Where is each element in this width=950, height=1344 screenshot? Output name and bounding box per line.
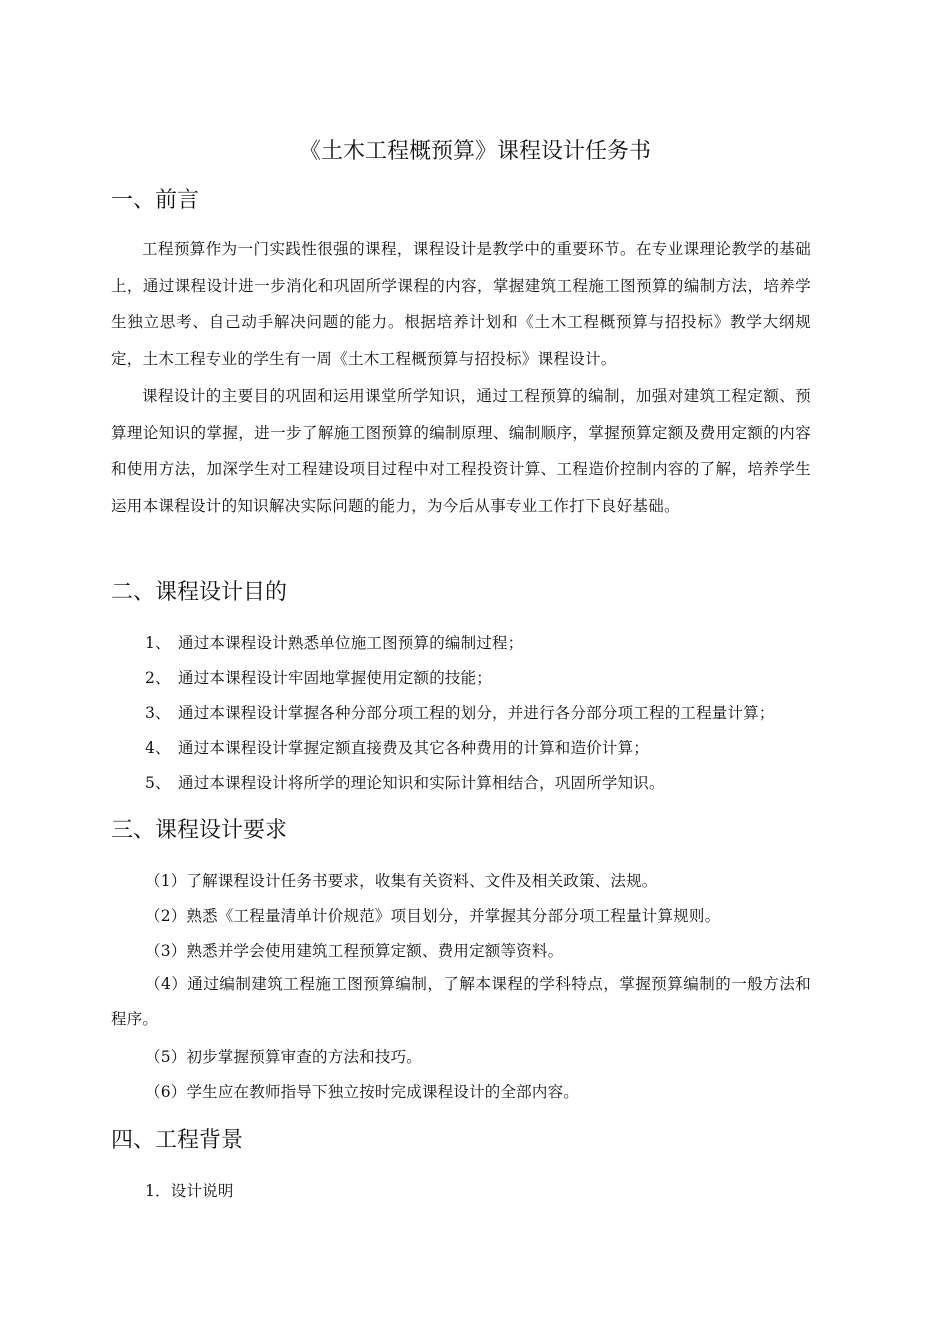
document-title: 《土木工程概预算》课程设计任务书 (298, 139, 651, 164)
section-heading-preface: 一、前言 (111, 188, 200, 213)
requirement-item: （4）通过编制建筑工程施工图预算编制，了解本课程的学科特点，掌握预算编制的一般方法和程序。 (111, 975, 811, 1028)
requirement-item: （6）学生应在教师指导下独立按时完成课程设计的全部内容。 (145, 1083, 579, 1101)
objective-text: 通过本课程设计掌握各种分部分项工程的划分，并进行各分部分项工程的工程量计算； (178, 704, 775, 722)
objective-item (145, 631, 523, 655)
objective-number: 5、 (145, 774, 171, 792)
objective-number: 2、 (145, 669, 171, 687)
objective-item (145, 666, 492, 690)
objective-item (145, 736, 649, 760)
objective-number: 1、 (145, 634, 171, 652)
objective-text: 通过本课程设计掌握定额直接费及其它各种费用的计算和造价计算； (178, 739, 650, 757)
objective-text: 通过本课程设计牢固地掌握使用定额的技能； (178, 669, 493, 687)
objective-item (145, 701, 775, 725)
preface-paragraph-1: 工程预算作为一门实践性很强的课程，课程设计是教学中的重要环节。在专业课理论教学的基础上，通过课程设计进一步消化和巩固所学课程的内容，掌握建筑工程施工图预算的编制方法，培养学生独立思考、自己动手解决问题的能力。根据培养计划和《土木工程概预算与招投标》教学大纲规定，土木工程专业的学生有一周《土木工程概预算与招投标》课程设计。 (111, 240, 811, 368)
section-heading-objectives: 二、课程设计目的 (111, 580, 288, 605)
objective-item (145, 771, 665, 795)
section-heading-background: 四、工程背景 (111, 1128, 244, 1153)
preface-paragraph-2: 课程设计的主要目的巩固和运用课堂所学知识，通过工程预算的编制，加强对建筑工程定额、预算理论知识的掌握，进一步了解施工图预算的编制原理、编制顺序，掌握预算定额及费用定额的内容和使用方法，加深学生对工程建设项目过程中对工程投资计算、工程造价控制内容的了解，培养学生运用本课程设计的知识解决实际问题的能力，为今后从事专业工作打下良好基础。 (111, 387, 811, 515)
requirement-item: （1）了解课程设计任务书要求，收集有关资料、文件及相关政策、法规。 (145, 872, 658, 890)
background-item: 1．设计说明 (145, 1182, 234, 1200)
objective-text: 通过本课程设计熟悉单位施工图预算的编制过程； (178, 634, 524, 652)
objective-number: 4、 (145, 739, 171, 757)
requirement-item: （3）熟悉并学会使用建筑工程预算定额、费用定额等资料。 (145, 942, 564, 960)
requirement-item: （2）熟悉《工程量清单计价规范》项目划分，并掌握其分部分项工程量计算规则。 (145, 907, 721, 925)
objective-number: 3、 (145, 704, 171, 722)
requirement-item: （5）初步掌握预算审查的方法和技巧。 (145, 1048, 422, 1066)
objective-text: 通过本课程设计将所学的理论知识和实际计算相结合，巩固所学知识。 (178, 774, 665, 792)
section-heading-requirements: 三、课程设计要求 (111, 818, 288, 843)
